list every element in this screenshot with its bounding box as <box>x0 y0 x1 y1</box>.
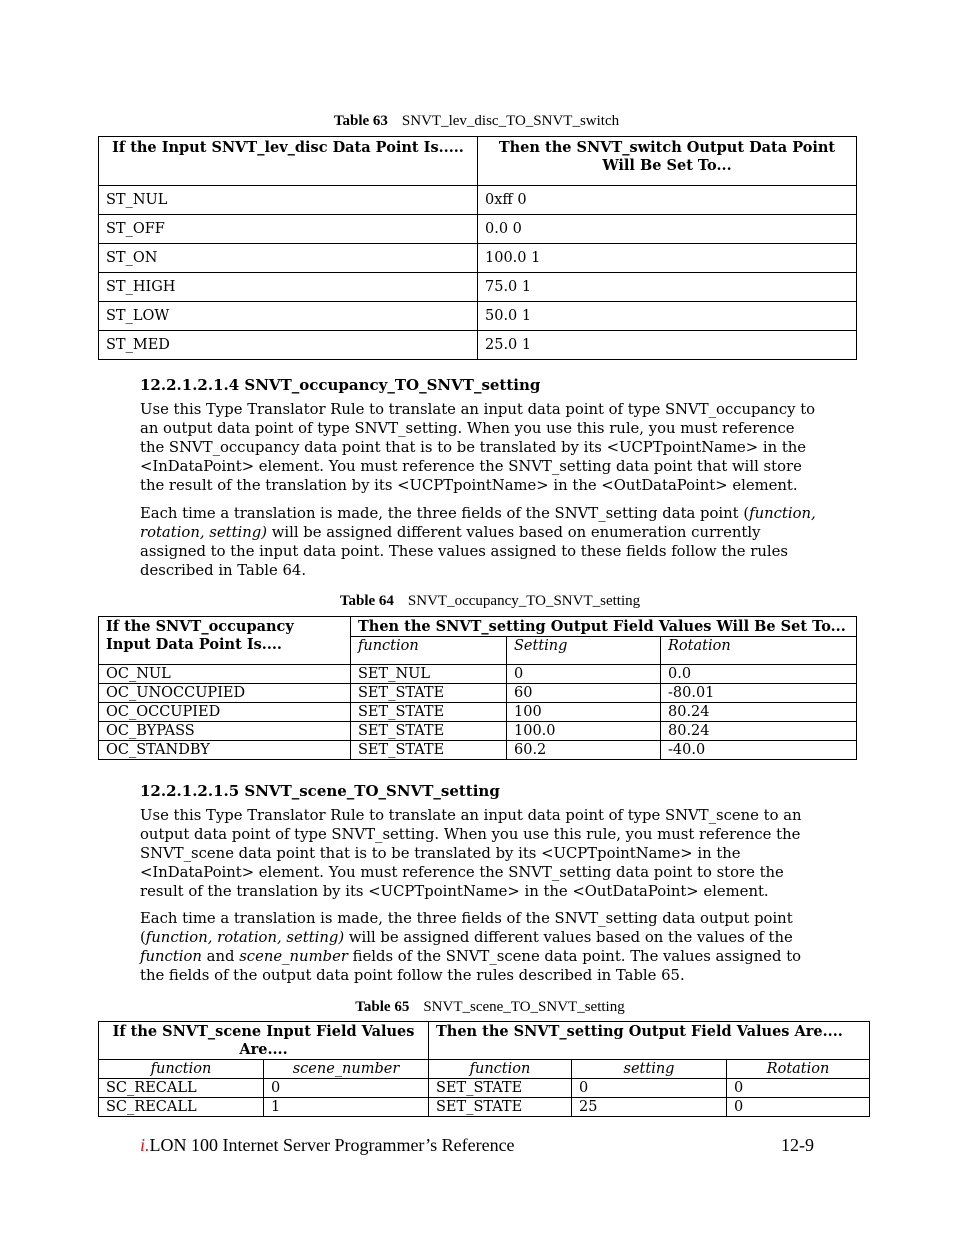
table-cell: ST_LOW <box>99 302 478 331</box>
table63-header-output: Then the SNVT_switch Output Data Point Will Be Set To... <box>478 137 857 186</box>
table-header-row <box>99 137 857 186</box>
table65-label: Table 65 <box>355 999 410 1015</box>
table64-subheader-function: function <box>351 637 507 665</box>
section5-paragraph-1: Use this Type Translator Rule to translate an input data point of type SNVT_scene to an output data point of type SNVT_setting. When you use this rule, you must reference the SNVT_scene data point that is to be translated by its <UCPTpointName> in the <InDataPoint> element. You must reference the SNVT_setting data point to store the result of the translation by its <UCPTpointName> in the <OutDataPoint> element. <box>140 807 802 900</box>
table65-subheader-out-function: function <box>429 1060 572 1079</box>
table-cell: SET_STATE <box>351 722 507 741</box>
section5-paragraph-2: Each time a translation is made, the three fields of the SNVT_setting data output point (function, rotation, setting) will be assigned different values based on the values of the function and scene_number fields of the SNVT_scene data point. The values assigned to the fields of the output data point follow the rules described in Table 65. <box>140 910 802 984</box>
table-row <box>99 215 857 244</box>
table-cell: SET_NUL <box>351 665 507 684</box>
table64-header-output: Then the SNVT_setting Output Field Values Will Be Set To... <box>351 617 857 637</box>
footer-title-text: LON 100 Internet Server Programmer’s Reference <box>149 1135 515 1155</box>
table65-subheader-function: function <box>99 1060 264 1079</box>
table65 <box>98 1021 870 1117</box>
table-cell: 80.24 <box>661 703 857 722</box>
table-cell: OC_NUL <box>99 665 351 684</box>
section4-paragraph-2: Each time a translation is made, the three fields of the SNVT_setting data point (function, rotation, setting) will be assigned different values based on enumeration currently assigned to the input data point. These values assigned to these fields follow the rules described in Table 64. <box>140 505 816 579</box>
table-cell: 0 <box>727 1098 870 1117</box>
table-row <box>99 244 857 273</box>
table64-subheader-setting: Setting <box>507 637 661 665</box>
table-row <box>99 665 857 684</box>
table-cell: 0xff 0 <box>478 186 857 215</box>
table-cell: ST_HIGH <box>99 273 478 302</box>
table-cell: 75.0 1 <box>478 273 857 302</box>
table-cell: -80.01 <box>661 684 857 703</box>
table65-header-output: Then the SNVT_setting Output Field Values Are.... <box>429 1022 870 1060</box>
table65-subheader-rotation: Rotation <box>727 1060 870 1079</box>
table-cell: ST_OFF <box>99 215 478 244</box>
table-cell: SET_STATE <box>351 741 507 760</box>
table-header-row <box>99 617 857 637</box>
page-number: 12-9 <box>781 1135 814 1155</box>
section4-paragraph-1: Use this Type Translator Rule to translate an input data point of type SNVT_occupancy to an output data point of type SNVT_setting. When you use this rule, you must reference the SNVT_occupancy data point that is to be translated by its <UCPTpointName> in the <InDataPoint> element. You must reference the SNVT_setting data point that will store the result of the translation by its <UCPTpointName> in the <OutDataPoint> element. <box>140 401 816 494</box>
table-row <box>99 186 857 215</box>
table-row <box>99 703 857 722</box>
table-cell: 0 <box>264 1079 429 1098</box>
table-cell: OC_UNOCCUPIED <box>99 684 351 703</box>
table-cell: SET_STATE <box>351 684 507 703</box>
table-cell: 1 <box>264 1098 429 1117</box>
table-cell: 0.0 <box>661 665 857 684</box>
section-heading-scene: 12.2.1.2.1.5 SNVT_scene_TO_SNVT_setting <box>140 782 500 800</box>
table64-caption <box>98 593 882 610</box>
table64-subheader-rotation: Rotation <box>661 637 857 665</box>
table-header-row <box>99 1022 870 1060</box>
table-cell: ST_ON <box>99 244 478 273</box>
table-cell: SET_STATE <box>429 1079 572 1098</box>
table-cell: 0 <box>572 1079 727 1098</box>
table65-header-input: If the SNVT_scene Input Field Values Are.... <box>99 1022 429 1060</box>
table-cell: 0.0 0 <box>478 215 857 244</box>
table-cell: 25 <box>572 1098 727 1117</box>
table-cell: 25.0 1 <box>478 331 857 360</box>
section-heading-occupancy: 12.2.1.2.1.4 SNVT_occupancy_TO_SNVT_setting <box>140 376 541 394</box>
table64-header-input: If the SNVT_occupancy Input Data Point Is.... <box>99 617 351 665</box>
table63 <box>98 136 857 360</box>
table64-title: SNVT_occupancy_TO_SNVT_setting <box>407 593 641 609</box>
footer-brand-prefix: i. <box>140 1135 150 1155</box>
table64 <box>98 616 857 760</box>
table-row <box>99 302 857 331</box>
table-row <box>99 1079 870 1098</box>
table-cell: ST_NUL <box>99 186 478 215</box>
table-cell: 50.0 1 <box>478 302 857 331</box>
table-cell: -40.0 <box>661 741 857 760</box>
table-cell: 100 <box>507 703 661 722</box>
table63-title: SNVT_lev_disc_TO_SNVT_switch <box>401 113 620 129</box>
table-row <box>99 684 857 703</box>
table-cell: OC_BYPASS <box>99 722 351 741</box>
table-row <box>99 741 857 760</box>
table-cell: 100.0 <box>507 722 661 741</box>
table63-label: Table 63 <box>333 113 388 129</box>
table-cell: ST_MED <box>99 331 478 360</box>
table-cell: 60 <box>507 684 661 703</box>
table-cell: 0 <box>727 1079 870 1098</box>
table-cell: SET_STATE <box>351 703 507 722</box>
table65-title: SNVT_scene_TO_SNVT_setting <box>423 999 625 1015</box>
table-cell: 60.2 <box>507 741 661 760</box>
table-cell: SC_RECALL <box>99 1079 264 1098</box>
table65-subheader-setting: setting <box>572 1060 727 1079</box>
table-row <box>99 722 857 741</box>
table-row <box>99 273 857 302</box>
table-row <box>99 1098 870 1117</box>
table65-subheader-scene-number: scene_number <box>264 1060 429 1079</box>
table-cell: OC_OCCUPIED <box>99 703 351 722</box>
table65-caption <box>98 999 882 1016</box>
table63-caption <box>98 113 855 130</box>
table-subheader-row <box>99 1060 870 1079</box>
table-cell: SC_RECALL <box>99 1098 264 1117</box>
table-cell: 0 <box>507 665 661 684</box>
table-row <box>99 331 857 360</box>
table64-label: Table 64 <box>339 593 394 609</box>
table-cell: SET_STATE <box>429 1098 572 1117</box>
table63-header-input: If the Input SNVT_lev_disc Data Point Is..... <box>99 137 478 186</box>
table-cell: OC_STANDBY <box>99 741 351 760</box>
table-cell: 80.24 <box>661 722 857 741</box>
table-cell: 100.0 1 <box>478 244 857 273</box>
footer-title <box>140 1135 515 1156</box>
